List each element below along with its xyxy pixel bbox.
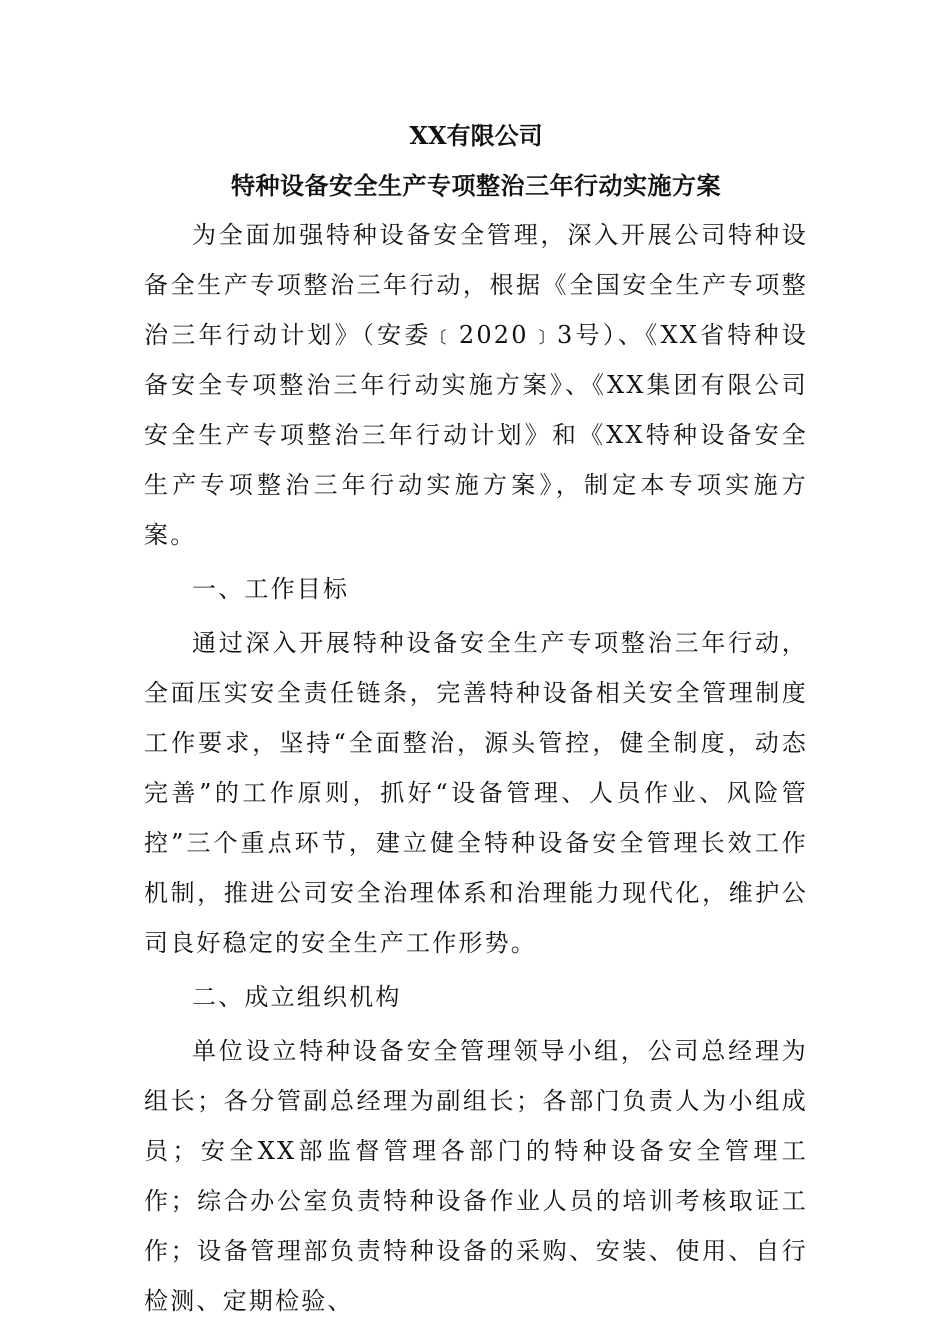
section-body-goals: 通过深入开展特种设备安全生产专项整治三年行动，全面压实安全责任链条，完善特种设备相关安全管理制度工作要求，坚持“全面整治，源头管控，健全制度，动态完善”的工作原则，抓好“设备管理、人员作业、风险管控”三个重点环节，建立健全特种设备安全管理长效工作机制，推进公司安全治理体系和治理能力现代化，维护公司良好稳定的安全生产工作形势。 xyxy=(144,629,808,957)
section-heading-goals: 一、工作目标 xyxy=(192,575,350,603)
document-title xyxy=(144,118,808,154)
section-body-organization: 单位设立特种设备安全管理领导小组，公司总经理为组长；各分管副总经理为副组长；各部门负责人为小组成员；安全XX部监督管理各部门的特种设备安全管理工作；综合办公室负责特种设备作业人员的培训考核取证工作；设备管理部负责特种设备的采购、安装、使用、自行检测、定期检验、 xyxy=(144,1037,808,1315)
intro-paragraph: 为全面加强特种设备安全管理，深入开展公司特种设备全生产专项整治三年行动，根据《全国安全生产专项整治三年行动计划》（安委﹝2020﹞3号）、《XX省特种设备安全专项整治三年行动实施方案》、《XX集团有限公司安全生产专项整治三年行动计划》和《XX特种设备安全生产专项整治三年行动实施方案》，制定本专项实施方案。 xyxy=(144,221,808,549)
title-company-suffix: 有限公司 xyxy=(446,121,543,150)
section-heading-organization: 二、成立组织机构 xyxy=(192,983,402,1011)
document-subtitle: 特种设备安全生产专项整治三年行动实施方案 xyxy=(231,171,721,200)
title-company-code: XX xyxy=(409,121,447,150)
